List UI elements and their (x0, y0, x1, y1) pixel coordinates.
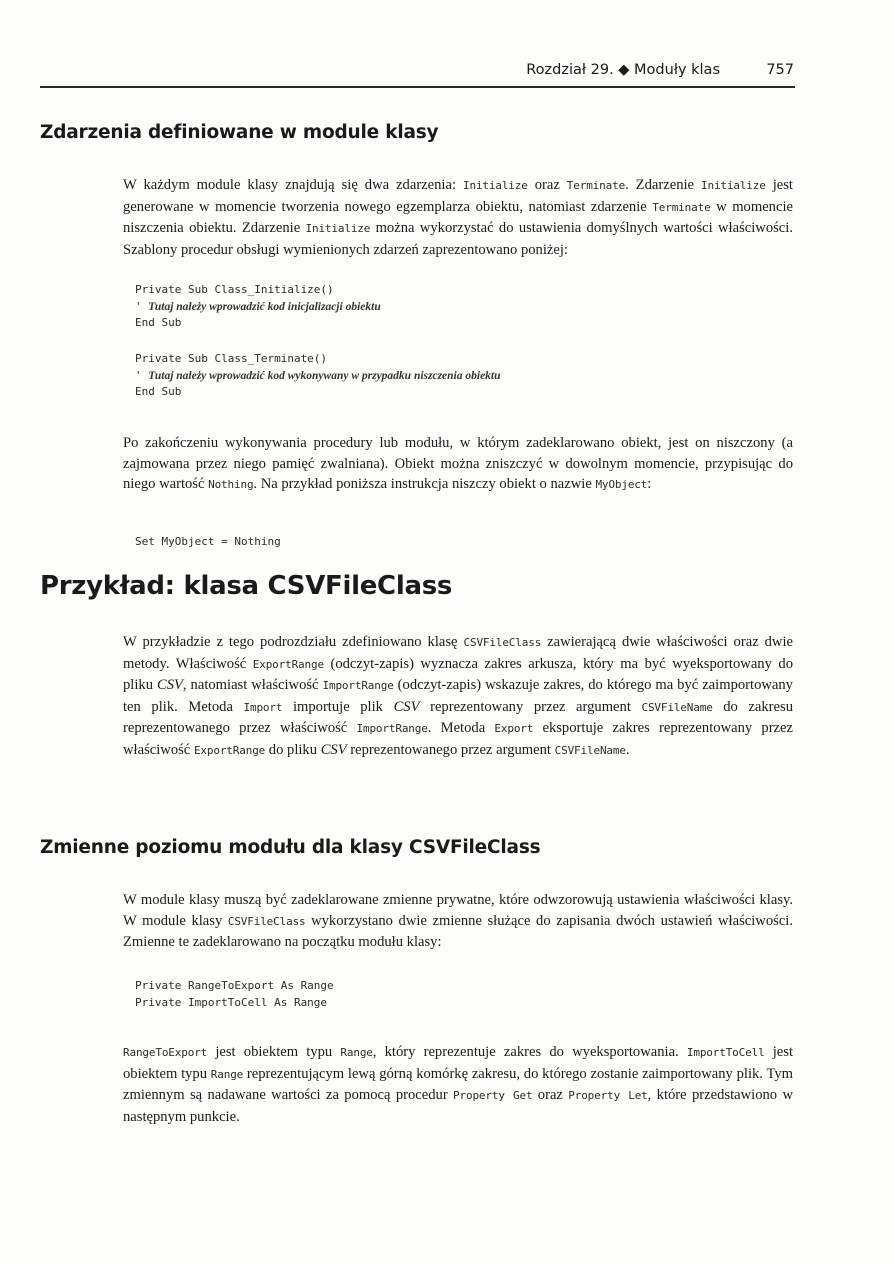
paragraph-events-intro: W każdym module klasy znajdują się dwa zdarzenia: Initialize oraz Terminate. Zdarzenie Initialize jest generowane w momencie tworzenia nowego egzemplarza obiektu, natomiast zdarzenie Terminate w momencie niszczenia obiektu. Zdarzenie Initialize można wykorzystać do ustawienia domyślnych wartości właściwości. Szablony procedur obsługi wymienionych zdarzeń zaprezentowano poniżej: (123, 177, 793, 258)
code-block-private-vars (135, 978, 334, 1011)
chapter-title: Rozdział 29. ◆ Moduły klas (526, 62, 720, 78)
code-line: End Sub (135, 385, 182, 398)
running-header (40, 56, 795, 88)
code-line: Private ImportToCell As Range (135, 995, 328, 1009)
code-block-terminate (135, 351, 501, 401)
paragraph-variables-description: RangeToExport jest obiektem typu Range, który reprezentuje zakres do wyeksportowania. ImportToCell jest obiektem typu Range reprezentującym lewą górną komórkę zakresu, do którego zostanie zaimportowany plik. Tym zmiennym są nadawane wartości za pomocą procedur Property Get oraz Property Let, które przedstawiono w następnym punkcie. (123, 1044, 794, 1125)
code-comment-line: ' Tutaj należy wprowadzić kod inicjalizacji obiektu (135, 299, 381, 313)
paragraph-object-destroy: Po zakończeniu wykonywania procedury lub modułu, w którym zadeklarowano obiekt, jest on niszczony (a zajmowana przez niego pamięć zwalniana). Obiekt można zniszczyć w dowolnym momencie, przypisując do niego wartość Nothing. Na przykład poniższa instrukcja niszczy obiekt o nazwie MyObject: (123, 435, 793, 493)
page-number: 757 (766, 62, 794, 78)
section-heading-events: Zdarzenia definiowane w module klasy (40, 122, 439, 143)
code-line: End Sub (135, 316, 182, 329)
code-line: Private Sub Class_Terminate() (135, 352, 328, 365)
code-comment-line: ' Tutaj należy wprowadzić kod wykonywany w przypadku niszczenia obiektu (135, 368, 501, 382)
code-block-initialize (135, 282, 381, 332)
code-block-nothing: Set MyObject = Nothing (135, 535, 281, 548)
code-line: Private RangeToExport As Range (135, 979, 334, 992)
section-heading-module-variables: Zmienne poziomu modułu dla klasy CSVFileClass (40, 837, 541, 858)
section-heading-csvfileclass: Przykład: klasa CSVFileClass (40, 571, 453, 601)
paragraph-private-variables: W module klasy muszą być zadeklarowane zmienne prywatne, które odwzorowują ustawienia właściwości klasy. W module klasy CSVFileClass wykorzystano dwie zmienne służące do zapisania dwóch ustawień właściwości. Zmienne te zadeklarowano na początku modułu klasy: (123, 892, 793, 951)
paragraph-csvfileclass-intro: W przykładzie z tego podrozdziału zdefiniowano klasę CSVFileClass zawierającą dwie właściwości oraz dwie metody. Właściwość ExportRange (odczyt-zapis) wyznacza zakres arkusza, który ma być wyeksportowany do pliku CSV, natomiast właściwość ImportRange (odczyt-zapis) wskazuje zakres, do którego ma być zaimportowany ten plik. Metoda Import importuje plik CSV reprezentowany przez argument CSVFileName do zakresu reprezentowanego przez właściwość ImportRange. Metoda Export eksportuje zakres reprezentowany przez właściwość ExportRange do pliku CSV reprezentowanego przez argument CSVFileName. (123, 634, 793, 758)
code-line: Private Sub Class_Initialize() (135, 283, 334, 296)
